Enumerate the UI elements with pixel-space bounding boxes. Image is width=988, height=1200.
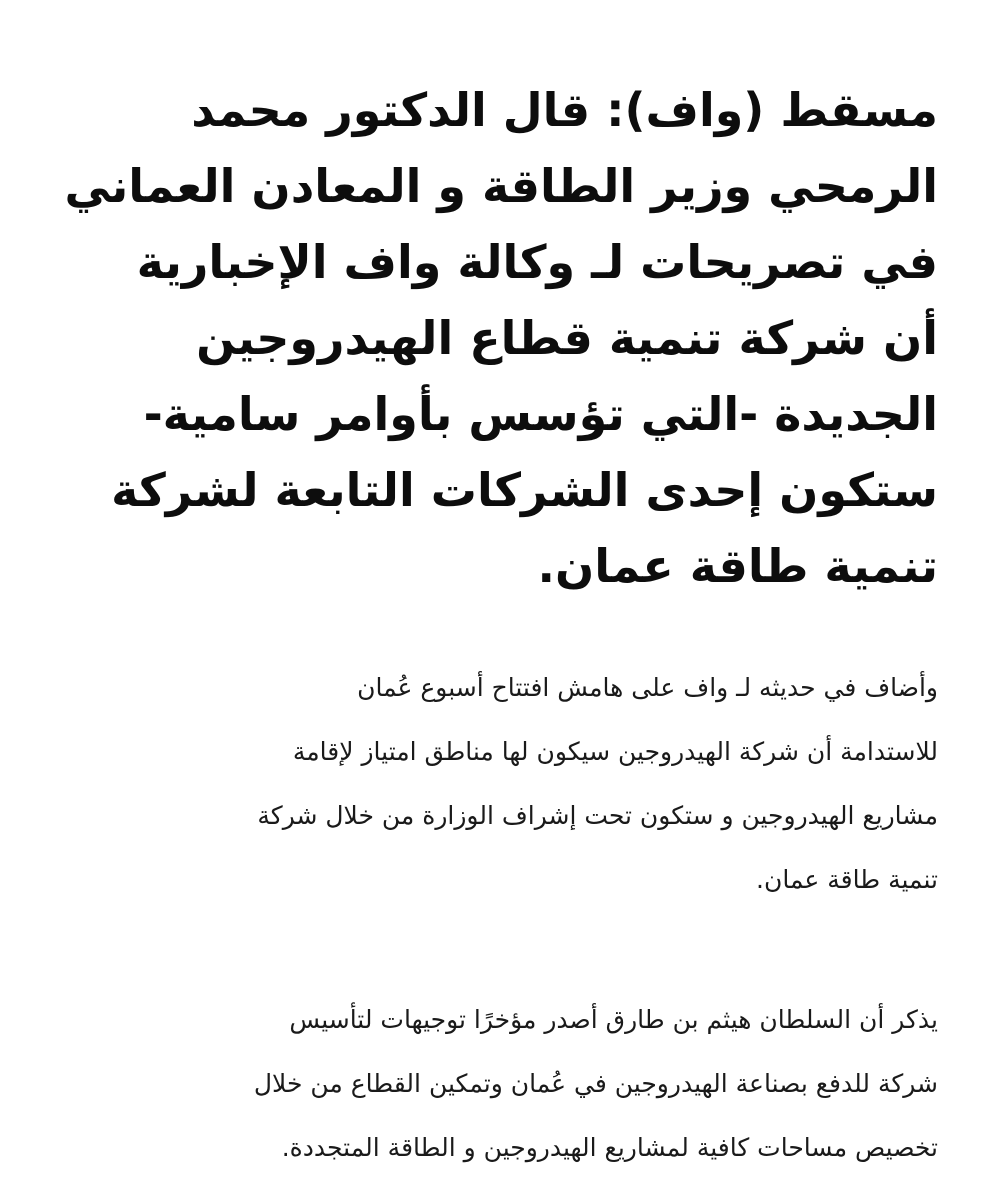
headline-line: مسقط (واف): قال الدكتور محمد bbox=[191, 83, 938, 137]
headline-line: أن شركة تنمية قطاع الهيدروجين bbox=[196, 311, 938, 365]
paragraph-line: تخصيص مساحات كافية لمشاريع الهيدروجين و الطاقة المتجددة. bbox=[281, 1133, 938, 1162]
article-paragraph-2 bbox=[50, 988, 938, 1180]
headline-line: الرمحي وزير الطاقة و المعادن العماني bbox=[64, 159, 938, 213]
paragraph-line: للاستدامة أن شركة الهيدروجين سيكون لها مناطق امتياز لإقامة bbox=[292, 737, 938, 766]
article-paragraph-1 bbox=[50, 656, 938, 912]
headline-line: الجديدة -التي تؤسس بأوامر سامية- bbox=[143, 387, 938, 441]
article-headline bbox=[50, 72, 938, 604]
paragraph-line: مشاريع الهيدروجين و ستكون تحت إشراف الوزارة من خلال شركة bbox=[257, 801, 938, 830]
paragraph-line: شركة للدفع بصناعة الهيدروجين في عُمان وتمكين القطاع من خلال bbox=[253, 1069, 938, 1098]
headline-line: ستكون إحدى الشركات التابعة لشركة bbox=[111, 463, 938, 517]
headline-line: في تصريحات لـ وكالة واف الإخبارية bbox=[136, 235, 938, 289]
headline-line: تنمية طاقة عمان. bbox=[537, 539, 938, 593]
paragraph-line: تنمية طاقة عمان. bbox=[756, 865, 938, 894]
paragraph-line: وأضاف في حديثه لـ واف على هامش افتتاح أسبوع عُمان bbox=[357, 673, 938, 702]
paragraph-line: يذكر أن السلطان هيثم بن طارق أصدر مؤخرًا توجيهات لتأسيس bbox=[289, 1005, 938, 1034]
